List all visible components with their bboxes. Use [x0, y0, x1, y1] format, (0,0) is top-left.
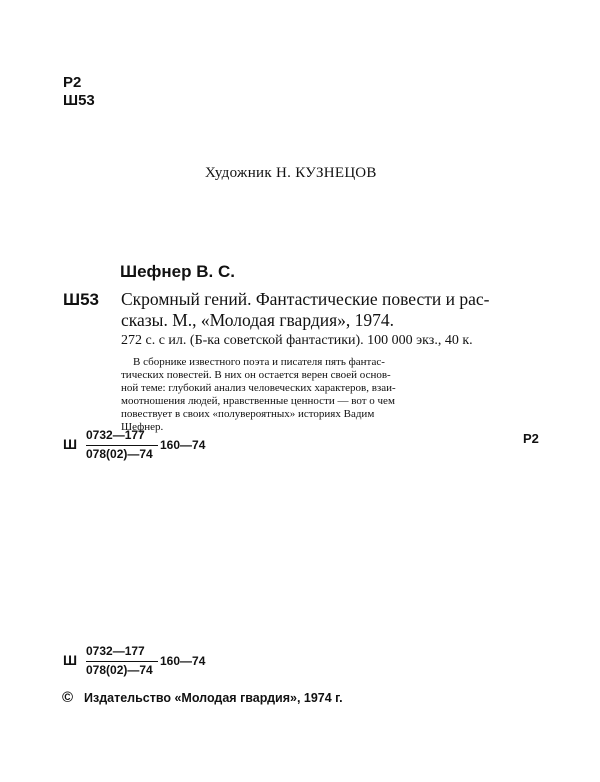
record-class-code: Р2	[523, 431, 539, 446]
record-title-line-1: Скромный гений. Фантастические повести и рас-	[121, 289, 490, 309]
copyright-symbol: ©	[62, 689, 74, 706]
artist-credit: Художник Н. КУЗНЕЦОВ	[205, 165, 377, 181]
record-code: Ш53	[63, 290, 99, 309]
annotation-line-1: В сборнике известного поэта и писателя пять фантас-	[133, 356, 385, 368]
record-author: Шефнер В. С.	[120, 262, 235, 281]
formula-fraction-line	[86, 661, 158, 662]
formula-letter: Ш	[63, 652, 78, 668]
corner-code-1: Р2	[63, 74, 82, 91]
annotation-line-5: повествует в своих «полувероятных» историях Вадим	[121, 408, 375, 420]
corner-code-2: Ш53	[63, 92, 95, 109]
record-title-line-2: сказы. М., «Молодая гвардия», 1974.	[121, 310, 395, 330]
copyright-text: Издательство «Молодая гвардия», 1974 г.	[84, 691, 343, 705]
formula-fraction-line	[86, 445, 158, 446]
annotation-line-3: ной теме: глубокий анализ человеческих характеров, взаи-	[121, 382, 396, 394]
formula-suffix: 160—74	[160, 438, 206, 452]
formula-letter: Ш	[63, 436, 78, 452]
formula-numerator: 0732—177	[86, 644, 145, 658]
annotation-line-6: Шефнер.	[121, 421, 164, 433]
formula-denominator: 078(02)—74	[86, 447, 153, 461]
record-physical: 272 с. с ил. (Б-ка советской фантастики). 100 000 экз., 40 к.	[121, 333, 473, 348]
annotation-line-2: тических повестей. В них он остается верен своей основ-	[121, 369, 391, 381]
annotation-line-4: моотношения людей, нравственные ценности — вот о чем	[121, 395, 395, 407]
formula-suffix: 160—74	[160, 654, 206, 668]
formula-numerator: 0732—177	[86, 428, 145, 442]
formula-denominator: 078(02)—74	[86, 663, 153, 677]
